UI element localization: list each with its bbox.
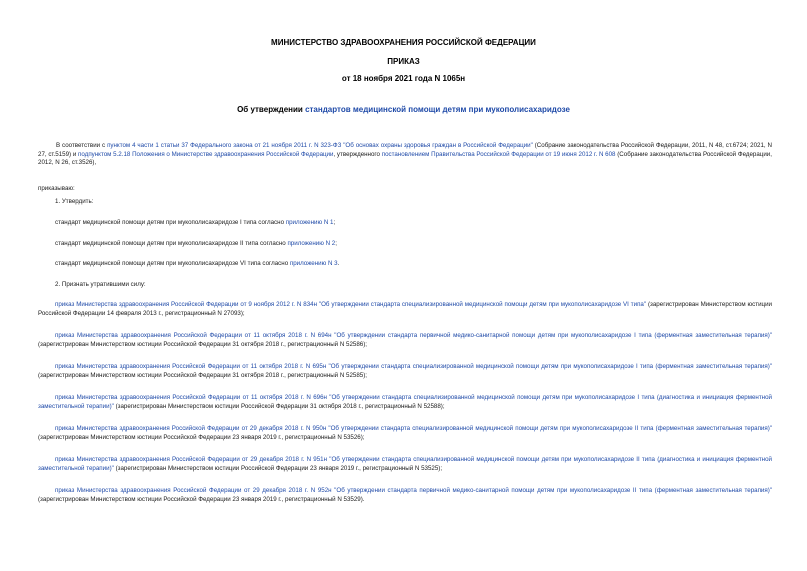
repeal-item-text: (зарегистрирован Министерством юстиции Российской Федерации 31 октября 2018 г., регистрационный N 52585); <box>38 372 368 380</box>
intro-paragraph <box>38 142 772 168</box>
appendix-2-link[interactable]: приложению N 2 <box>287 240 336 247</box>
approve-item-end: ; <box>333 219 336 226</box>
repeal-item-text: (зарегистрирован Министерством юстиции Российской Федерации 31 октября 2018 г., регистрационный N 52588); <box>113 403 445 411</box>
document-type: ПРИКАЗ <box>387 57 420 66</box>
repeal-item <box>38 362 772 380</box>
repealed-order-link[interactable]: приказ Министерства здравоохранения Российской Федерации от 9 ноября 2012 г. N 834н "Об утверждении стандарта специализированной медицинской помощи детям при мукополисахаридозе VI типа" <box>55 301 647 308</box>
repeal-item-text: (зарегистрирован Министерством юстиции Российской Федерации 23 января 2019 г., регистрационный N 53525); <box>113 465 443 473</box>
repealed-order-link[interactable]: приказ Министерства здравоохранения Российской Федерации от 11 октября 2018 г. N 695н "Об утверждении стандарта специализированной медицинской помощи детям при мукополисахаридозе I типа (ферментная заместительная терапия)" <box>55 363 772 370</box>
intro-text-1: В соответствии с <box>56 142 108 149</box>
repeal-item-text: (зарегистрирован Министерством юстиции Российской Федерации 31 октября 2018 г., регистрационный N 52586); <box>38 341 368 349</box>
law-link[interactable]: пунктом 4 части 1 статьи 37 Федерального закона от 21 ноября 2011 г. N 323-ФЗ "Об основах охраны здоровья граждан в Российской Федерации" <box>107 142 533 149</box>
repeal-item <box>38 455 772 473</box>
appendix-1-link[interactable]: приложению N 1 <box>285 219 334 226</box>
approve-heading: 1. Утвердить: <box>55 198 94 205</box>
approve-item-end: . <box>337 260 340 267</box>
repeal-item-text: (зарегистрирован Министерством юстиции Российской Федерации 23 января 2019 г., регистрационный N 53529). <box>38 496 365 504</box>
repeal-heading: 2. Признать утратившими силу: <box>55 281 146 288</box>
repeal-item <box>38 331 772 349</box>
repealed-order-link[interactable]: приказ Министерства здравоохранения Российской Федерации от 11 октября 2018 г. N 696н "Об утверждении стандарта специализированной медицинской помощи детям при мукополисахаридозе I типа (диагностика и инициация ферментной заместительной терапии)" <box>38 394 772 411</box>
regulation-link[interactable]: подпунктом 5.2.18 Положения о Министерстве здравоохранения Российской Федерации <box>78 150 334 158</box>
resolution-link[interactable]: постановлением Правительства Российской Федерации от 19 июня 2012 г. N 608 <box>381 150 616 158</box>
repealed-order-link[interactable]: приказ Министерства здравоохранения Российской Федерации от 29 декабря 2018 г. N 951н "Об утверждении стандарта специализированной медицинской помощи детям при мукополисахаридозе II типа (диагностика и инициация ферментной заместительной терапии)" <box>38 456 772 473</box>
approve-item <box>55 260 339 267</box>
ministry-title: МИНИСТЕРСТВО ЗДРАВООХРАНЕНИЯ РОССИЙСКОЙ ФЕДЕРАЦИИ <box>271 38 536 47</box>
approve-item-text: стандарт медицинской помощи детям при мукополисахаридозе I типа согласно <box>55 219 286 226</box>
repeal-item <box>38 486 772 504</box>
subject-prefix: Об утверждении <box>237 105 306 114</box>
intro-text-2: (Собрание законодательства Российской Федерации, 2011, N 48, ст.6724; 2021, N 27, ст.5159) и <box>38 142 773 158</box>
repeal-item-text: (зарегистрирован Министерством юстиции Российской Федерации 23 января 2019 г., регистрационный N 53526); <box>38 434 365 442</box>
document-subject <box>0 105 807 114</box>
repealed-order-link[interactable]: приказ Министерства здравоохранения Российской Федерации от 29 декабря 2018 г. N 950н "Об утверждении стандарта специализированной медицинской помощи детям при мукополисахаридозе II типа (ферментная заместительная терапия)" <box>55 425 772 432</box>
approve-item <box>55 219 335 226</box>
approve-item-text: стандарт медицинской помощи детям при мукополисахаридозе II типа согласно <box>55 240 288 247</box>
intro-text-3: , утвержденного <box>333 150 382 158</box>
repeal-item-text: (зарегистрирован Министерством юстиции Российской Федерации 14 февраля 2013 г., регистрационный N 27093); <box>38 301 773 318</box>
approve-item <box>55 240 337 247</box>
prikazyvayu-text: приказываю: <box>38 185 75 192</box>
repealed-order-link[interactable]: приказ Министерства здравоохранения Российской Федерации от 29 декабря 2018 г. N 952н "Об утверждении стандарта первичной медико-санитарной помощи детям при мукополисахаридозе II типа (ферментная заместительная терапия)" <box>55 487 772 494</box>
approve-item-text: стандарт медицинской помощи детям при мукополисахаридозе VI типа согласно <box>55 260 290 267</box>
intro-text-4: (Собрание законодательства Российской Федерации, 2012, N 26, ст.3526), <box>38 150 772 167</box>
subject-link[interactable]: стандартов медицинской помощи детям при мукополисахаридозе <box>305 105 570 114</box>
repealed-order-link[interactable]: приказ Министерства здравоохранения Российской Федерации от 11 октября 2018 г. N 694н "Об утверждении стандарта первичной медико-санитарной помощи детям при мукополисахаридозе I типа (ферментная заместительная терапия)" <box>55 332 772 339</box>
repeal-item <box>38 393 772 411</box>
document-date-number: от 18 ноября 2021 года N 1065н <box>341 74 466 83</box>
appendix-3-link[interactable]: приложению N 3 <box>289 260 338 267</box>
approve-item-end: ; <box>335 240 337 247</box>
repeal-item <box>38 424 772 442</box>
repeal-item <box>38 300 772 318</box>
